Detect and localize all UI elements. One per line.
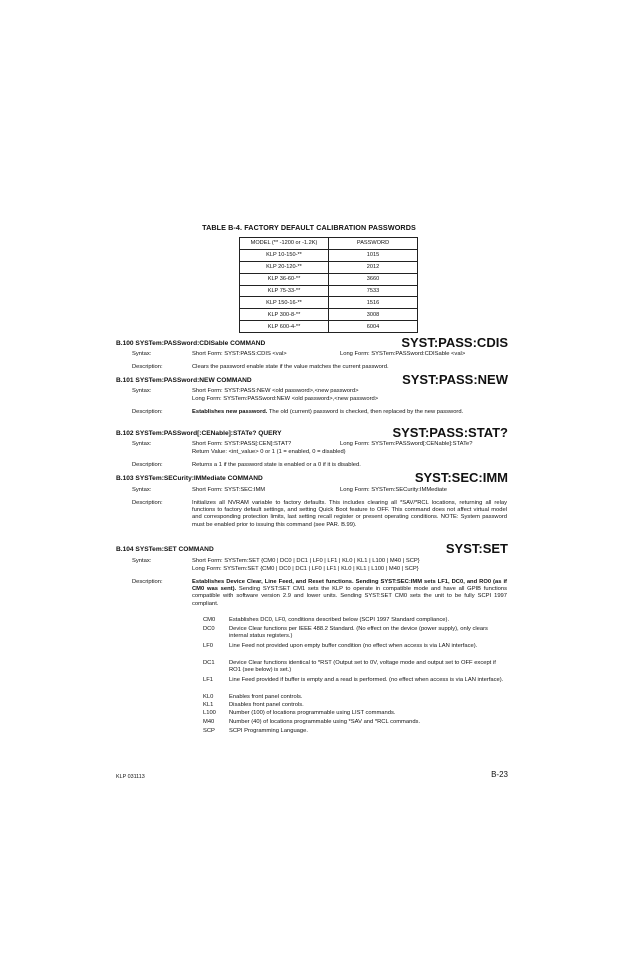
- model-header: MODEL (** -1200 or -1.2K): [240, 238, 329, 250]
- code-cm0: CM0: [203, 617, 216, 623]
- b102-short-form: Short Form: SYST:PASS[:CEN]:STAT?: [192, 441, 292, 447]
- code-kl0: KL0: [203, 694, 214, 700]
- password-cell: 2012: [329, 261, 418, 273]
- b103-short-command: SYST:SEC:IMM: [414, 470, 508, 485]
- code-cm0-desc: Establishes DC0, LF0, conditions described below (SCPI 1997 Standard compliance).: [229, 617, 450, 623]
- table-header-row: [240, 238, 418, 250]
- b101-description: [192, 409, 507, 416]
- password-cell: 3660: [329, 273, 418, 285]
- password-cell: 1516: [329, 297, 418, 309]
- b104-long-form: Long Form: SYSTem:SET {CM0 | DC0 | DC1 | LF0 | LF1 | KL0 | KL1 | L100 | M40 | SCP}: [192, 566, 419, 572]
- password-cell: 6004: [329, 321, 418, 333]
- password-table: [239, 237, 418, 333]
- code-dc0-desc: Device Clear functions per IEEE 488.2 Standard. (No effect on the device (power supply), only clears internal status registers.): [229, 626, 488, 640]
- b104-heading: B.104 SYSTem:SET COMMAND: [116, 546, 214, 553]
- b104-description-text: Sending SYST:SET CM1 sets the KLP to operate in compatible mode and have all GPIB functions compatible with software version 2.9 and lower units. Sending SYST:SET CM0 sets the unit to be fully SCPI 1997 compliant.: [192, 586, 507, 607]
- code-kl1: KL1: [203, 702, 214, 708]
- model-cell: KLP 300-8-**: [240, 309, 329, 321]
- model-cell: KLP 600-4-**: [240, 321, 329, 333]
- footer-doc-id: KLP 031113: [116, 774, 145, 780]
- code-kl0-desc: Enables front panel controls.: [229, 694, 303, 700]
- code-l100: L100: [203, 710, 216, 716]
- b100-long-form: Long Form: SYSTem:PASSword:CDISable <val>: [340, 351, 466, 357]
- table-row: [240, 249, 418, 261]
- b103-description: Initializes all NVRAM variable to factory defaults. This includes clearing all *SAV/*RCL locations, returning all relay functions to factory default settings, and setting Quick Boot feature to OFF. This command does not affect virtual model and corresponding protection limits, last setting recall register or present operating conditions. NOTE: System password must be enabled prior to issuing this command (see PAR. B.99).: [192, 500, 507, 528]
- code-scp-desc: SCPI Programming Language.: [229, 728, 308, 734]
- code-lf1-desc: Line Feed provided if buffer is empty and a read is performed. (no effect when access is via LAN interface).: [229, 677, 504, 683]
- b101-description-label: Description:: [132, 409, 163, 415]
- b102-syntax-label: Syntax:: [132, 441, 152, 447]
- b101-short-form: Short Form: SYST:PASS:NEW <old password>,<new password>: [192, 388, 359, 394]
- b101-description-text: The old (current) password is checked, then replaced by the new password.: [267, 409, 464, 415]
- b101-long-form: Long Form: SYSTem:PASSword:NEW <old password>,<new password>: [192, 396, 379, 402]
- model-cell: KLP 20-120-**: [240, 261, 329, 273]
- b104-short-form: Short Form: SYSTem:SET {CM0 | DC0 | DC1 | LF0 | LF1 | KL0 | KL1 | L100 | M40 | SCP}: [192, 558, 420, 564]
- model-cell: KLP 75-33-**: [240, 285, 329, 297]
- b104-description-label: Description:: [132, 579, 163, 585]
- page-number: B-23: [491, 770, 508, 779]
- b102-description: Returns a 1 if the password state is enabled or a 0 if it is disabled.: [192, 462, 361, 468]
- b101-description-bold: Establishes new password.: [192, 409, 268, 415]
- b100-description-label: Description:: [132, 364, 163, 370]
- b103-description-label: Description:: [132, 500, 163, 506]
- b103-syntax-label: Syntax:: [132, 487, 152, 493]
- b102-return-value: Return Value: <int_value> 0 or 1 (1 = enabled, 0 = disabled): [192, 449, 346, 455]
- b100-heading: B.100 SYSTem:PASSword:CDISable COMMAND: [116, 340, 266, 347]
- b103-short-form: Short Form: SYST:SEC:IMM: [192, 487, 266, 493]
- b100-description: Clears the password enable state if the value matches the current password.: [192, 364, 389, 370]
- b103-heading: B.103 SYSTem:SECurity:IMMediate COMMAND: [116, 475, 263, 482]
- code-dc0: DC0: [203, 626, 215, 632]
- code-dc1-desc: Device Clear functions identical to *RST (Output set to 0V, voltage mode and output set to OFF except if RO1 (see below) is set.): [229, 660, 496, 674]
- b101-heading: B.101 SYSTem:PASSword:NEW COMMAND: [116, 377, 252, 384]
- table-row: [240, 297, 418, 309]
- table-row: [240, 261, 418, 273]
- table-row: [240, 285, 418, 297]
- b100-short-command: SYST:PASS:CDIS: [401, 335, 508, 350]
- b104-description-bold: Establishes Device Clear, Line Feed, and Reset functions. Sending SYST:SEC:IMM sets LF1, DC0, and RO0 (as if CM0 was sent).: [192, 579, 507, 593]
- code-scp: SCP: [203, 728, 215, 734]
- password-cell: 1015: [329, 249, 418, 261]
- code-m40: M40: [203, 719, 215, 725]
- table-row: [240, 273, 418, 285]
- b100-syntax-label: Syntax:: [132, 351, 152, 357]
- b101-syntax-label: Syntax:: [132, 388, 152, 394]
- model-cell: KLP 10-150-**: [240, 249, 329, 261]
- code-lf0: LF0: [203, 643, 213, 649]
- password-header: PASSWORD: [329, 238, 418, 250]
- b104-short-command: SYST:SET: [445, 541, 508, 556]
- code-m40-desc: Number (40) of locations programmable using *SAV and *RCL commands.: [229, 719, 421, 725]
- b100-short-form: Short Form: SYST:PASS:CDIS <val>: [192, 351, 287, 357]
- b102-heading: B.102 SYSTem:PASSword[:CENable]:STATe? QUERY: [116, 430, 282, 437]
- code-kl1-desc: Disables front panel controls.: [229, 702, 304, 708]
- b101-short-command: SYST:PASS:NEW: [402, 372, 508, 387]
- code-dc1: DC1: [203, 660, 215, 666]
- table-row: [240, 309, 418, 321]
- table-title: TABLE B-4. FACTORY DEFAULT CALIBRATION PASSWORDS: [202, 223, 416, 232]
- table-row: [240, 321, 418, 333]
- b102-short-command: SYST:PASS:STAT?: [392, 425, 508, 440]
- model-cell: KLP 36-60-**: [240, 273, 329, 285]
- b104-syntax-label: Syntax:: [132, 558, 152, 564]
- b104-description: [192, 579, 507, 608]
- b102-description-label: Description:: [132, 462, 163, 468]
- b103-long-form: Long Form: SYSTem:SECurity:IMMediate: [340, 487, 447, 493]
- password-cell: 7533: [329, 285, 418, 297]
- code-l100-desc: Number (100) of locations programmable using LIST commands.: [229, 710, 396, 716]
- code-lf0-desc: Line Feed not provided upon empty buffer condition (no effect when access is via LAN interface).: [229, 643, 478, 649]
- code-lf1: LF1: [203, 677, 213, 683]
- model-cell: KLP 150-16-**: [240, 297, 329, 309]
- b102-long-form: Long Form: SYSTem:PASSword[:CENable]:STATe?: [340, 441, 473, 447]
- password-cell: 3008: [329, 309, 418, 321]
